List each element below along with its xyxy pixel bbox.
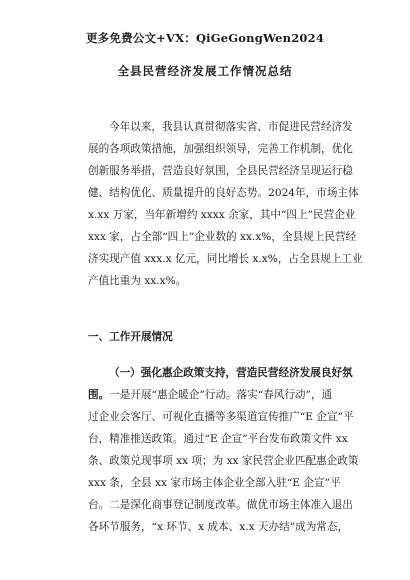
intro-line: x.xx 万家，当年新增约 xxxx 余家，其中“四上”民营企业 [88,209,356,221]
intro-line: 展的各项政策措施，加强组织领导，完善工作机制，优化 [88,143,353,155]
body-line [88,384,333,406]
subsection-paragraph [88,362,359,538]
intro-line: 济实现产值 xxx.x 亿元，同比增长 x.x%，占全县规上工业 [88,253,363,265]
intro-line: xxx 家，占全部“四上”企业数的 xx.x%，全县规上民营经 [88,231,357,243]
section-heading: 一、工作开展情况 [88,331,173,343]
body-line: xxx 条，全县 xx 家市场主体企业全部入驻“E 企宣”平 [88,477,341,489]
body-line: 各环节服务，“x 环节、x 成本、x.x 天办结”成为常态， [88,521,349,533]
body-text: 一是开展“惠企暖企”行动。落实“春风行动”，通 [109,389,333,401]
watermark-header: 更多免费公文+VX：QiGeGongWen2024 [85,31,325,45]
document-title: 全县民营经济发展工作情况总结 [117,64,293,78]
subsection-heading: （一）强化惠企政策支持，营造民营经济发展良好氛 [109,367,353,379]
body-line: 台，精准推送政策。通过“E 企宣”平台发布政策文件 xx [88,433,348,445]
intro-paragraph [88,116,363,292]
intro-line: 产值比重为 xx.x%。 [88,275,187,287]
intro-line: 今年以来，我县认真贯彻落实省、市促进民营经济发 [109,121,353,133]
body-line: 过企业会客厅、可视化直播等多渠道宣传推广“E 企宣”平 [88,411,354,423]
body-line: 台。二是深化商事登记制度改革。做优市场主体准入退出 [88,499,353,511]
intro-line: 健、结构优化、质量提升的良好态势。2024年，市场主体 [88,187,359,199]
subsection-heading-end: 围。 [88,389,110,401]
body-line: 条、政策兑现事项 xx 项；为 xx 家民营企业匹配惠企政策 [88,455,359,467]
intro-line: 创新服务举措，营造良好氛围，全县民营经济呈现运行稳 [88,165,353,177]
